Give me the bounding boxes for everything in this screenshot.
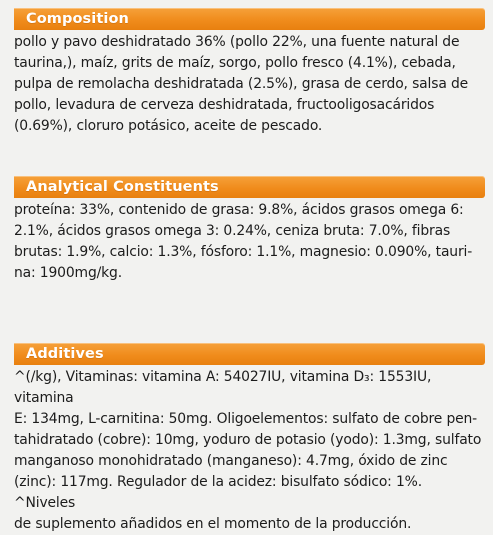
analytical-constituents-heading-bar [14,176,485,198]
additives-heading-bar [14,343,485,365]
additives-text: ^(/kg), Vitaminas: vitamina A: 54027IU, vitamina D₃: 1553IU, vitamina E: 134mg, L-carnitina: 50mg. Oligoelementos: sulfato de cobre pen- tahidratado (cobre): 10mg, yoduro de potasio (yodo): 1.3mg, sulfato manganoso monohidratado (manganeso): 4.7mg, óxido de zinc (zinc): 117mg. Regulador de la acidez: bisulfato sódico: 1%. ^Niveles de suplemento añadidos en el momento de la producción. [14,369,482,532]
composition-text: pollo y pavo deshidratado 36% (pollo 22%, una fuente natural de taurina,), maíz, grits de maíz, sorgo, pollo fresco (4.1%), cebada, pulpa de remolacha deshidratada (2.5%), grasa de cerdo, salsa de pollo, levadura de cerveza deshidratada, fructooligosacáridos (0.69%), cloruro potásico, aceite de pescado. [14,34,469,134]
analytical-constituents-heading: Analytical Constituents [26,179,219,195]
analytical-constituents-text: proteína: 33%, contenido de grasa: 9.8%, ácidos grasos omega 6: 2.1%, ácidos grasos omega 3: 0.24%, ceniza bruta: 7.0%, fibras brutas: 1.9%, calcio: 1.3%, fósforo: 1.1%, magnesio: 0.090%, tauri- na: 1900mg/kg. [14,202,473,281]
composition-heading-bar [14,8,485,30]
composition-heading: Composition [26,11,129,27]
analytical-constituents-section [14,176,485,284]
additives-heading: Additives [26,346,104,362]
composition-section [14,8,485,137]
additives-section [14,343,485,535]
